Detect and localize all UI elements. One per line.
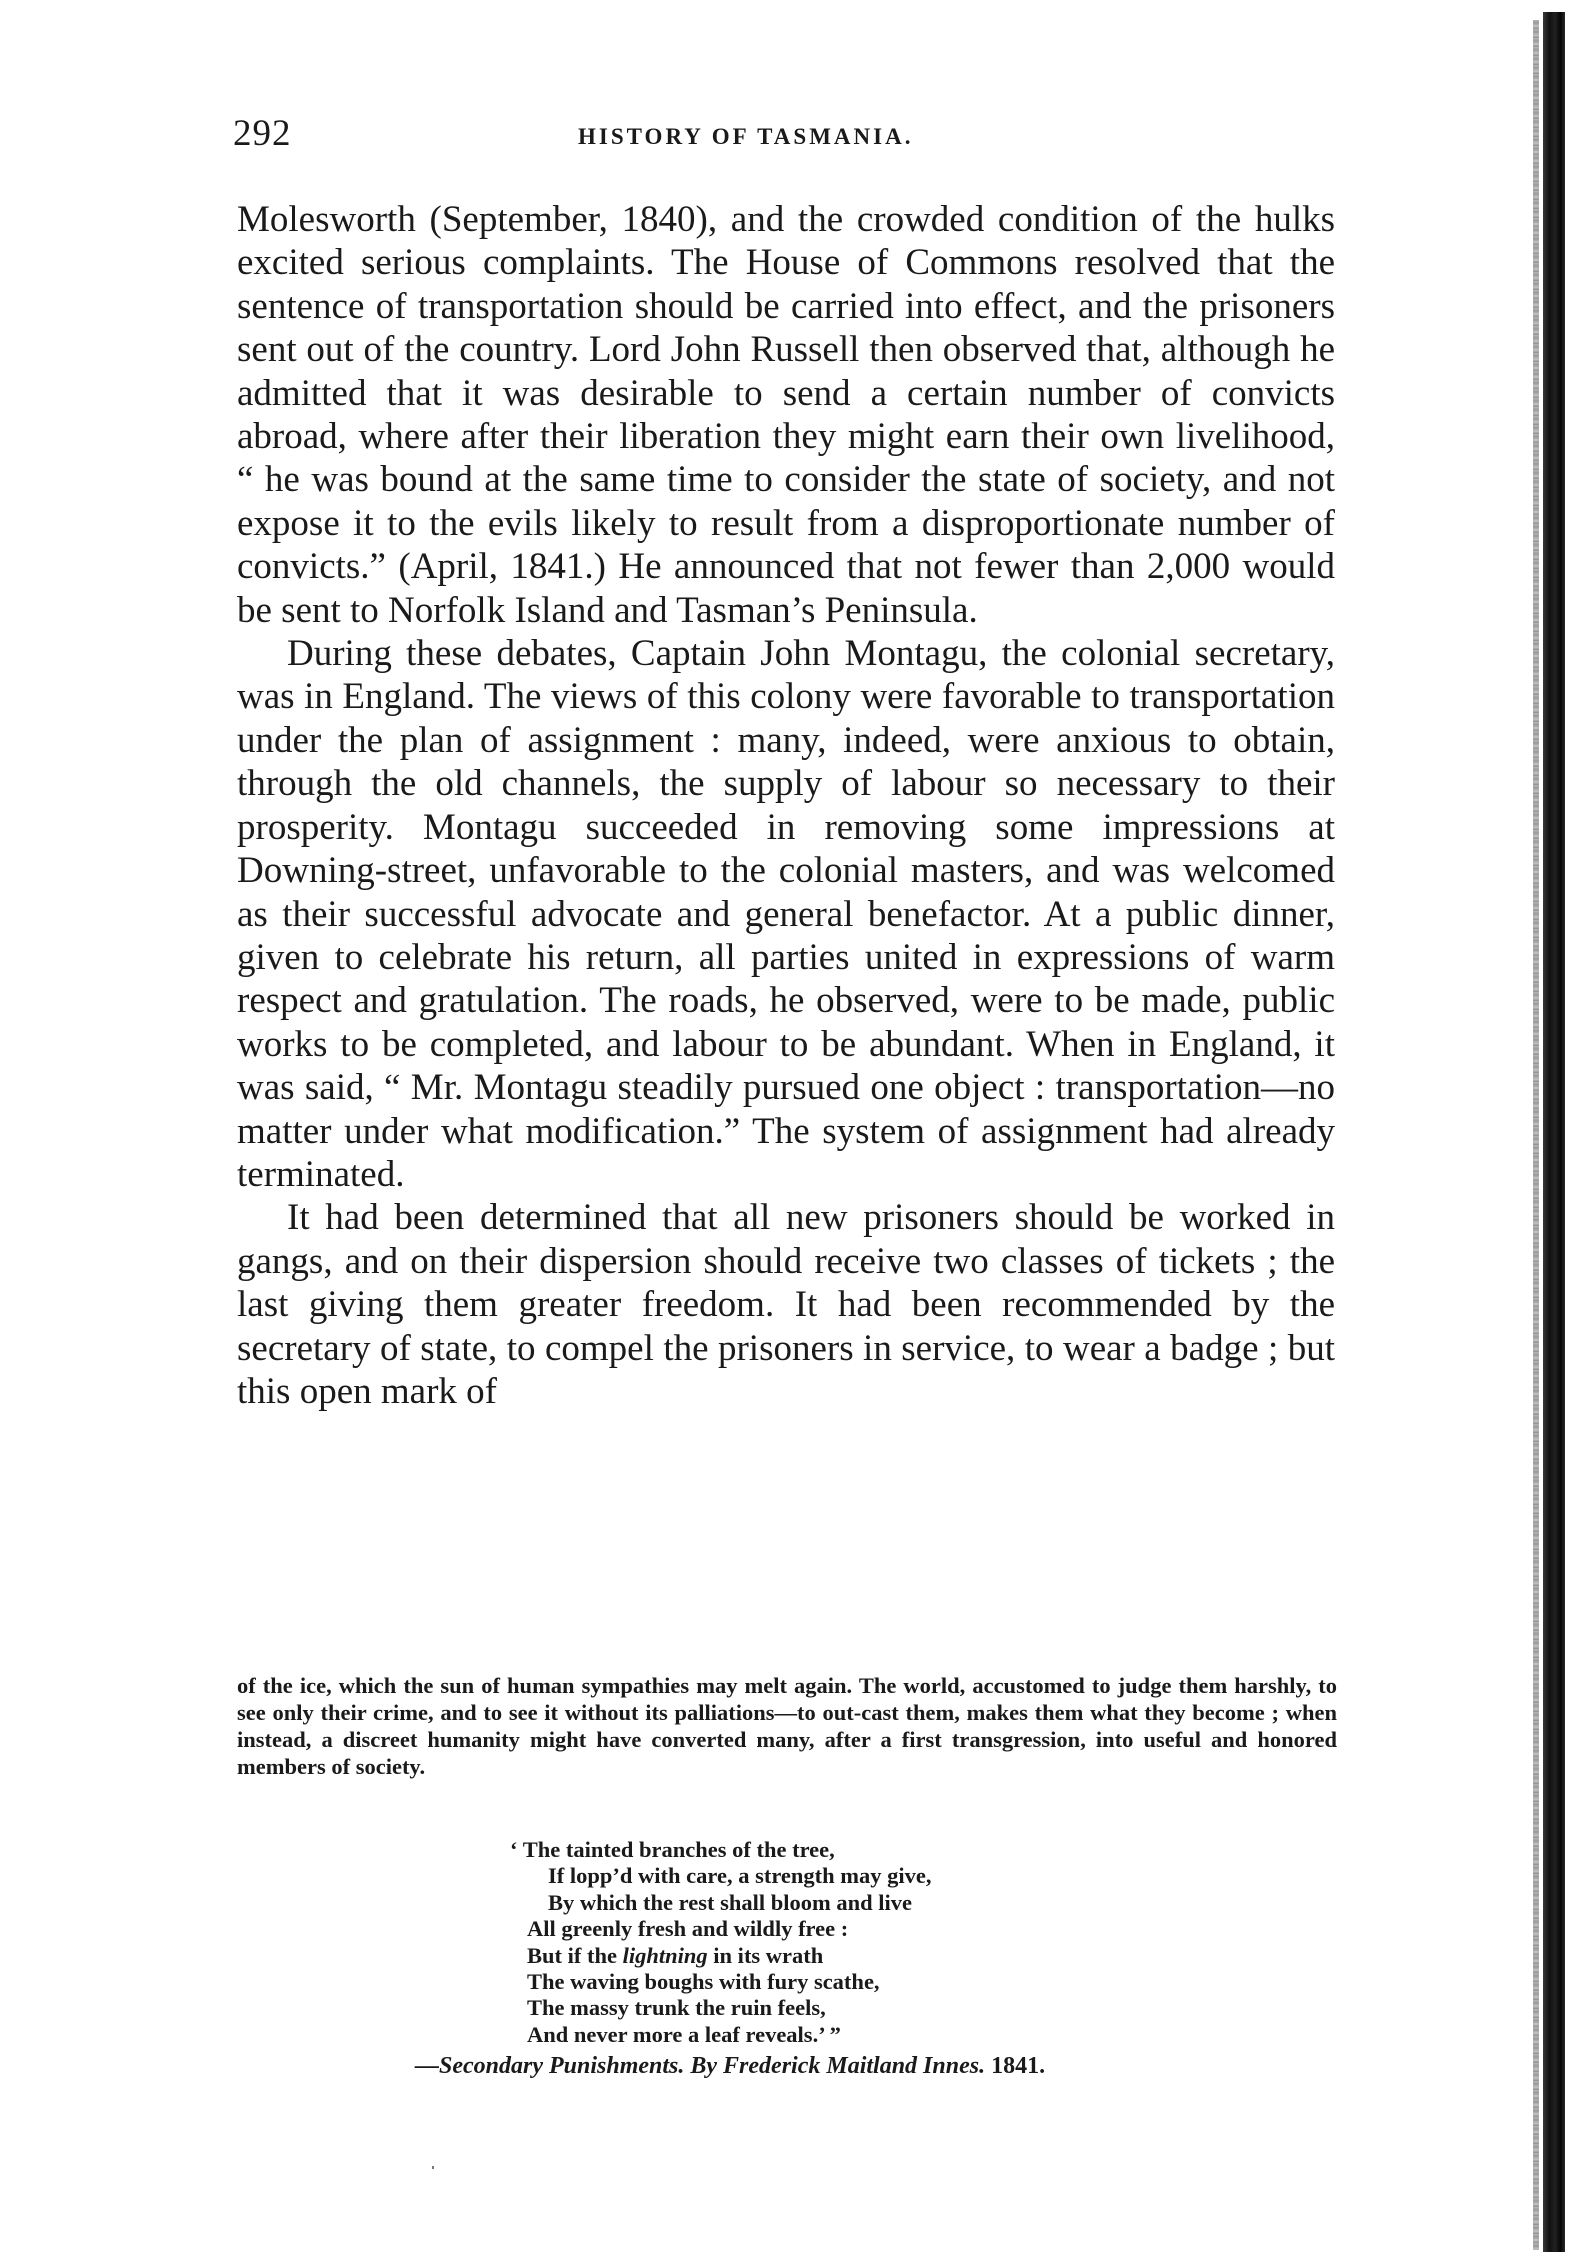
footnote-text: of the ice, which the sun of human sympathies may melt again. The world, accustomed to judge them harshly, to see only their crime, and to see it without its palliations—to out-cast them, makes them what they become ; when instead, a discreet humanity might have converted many, after a first transgression, into useful and honored members of society. bbox=[237, 1673, 1337, 1779]
citation-year: 1841. bbox=[985, 2053, 1046, 2079]
poem-line-5-before: But if the bbox=[527, 1942, 623, 1968]
footnote-citation bbox=[415, 2053, 1045, 2080]
poem-line-5-after: in its wrath bbox=[707, 1942, 824, 1968]
citation-title: —Secondary Punishments. By Frederick Maitland Innes. bbox=[415, 2053, 986, 2079]
paragraph-1: Molesworth (September, 1840), and the crowded condition of the hulks excited serious complaints. The House of Commons resolved that the sentence of transportation should be carried into effect, and the prisoners sent out of the country. Lord John Russell then observed that, although he admitted that it was desirable to send a certain number of convicts abroad, where after their liberation they might earn their own livelihood, “ he was bound at the same time to consider the state of society, and not expose it to the evils likely to result from a disproportionate number of convicts.” (April, 1841.) He announced that not fewer than 2,000 would be sent to Norfolk Island and Tasman’s Peninsula. bbox=[237, 199, 1335, 631]
page-header bbox=[233, 112, 1338, 162]
page-number: 292 bbox=[233, 113, 292, 154]
footnote-poem bbox=[510, 1837, 932, 2048]
paragraph-2: During these debates, Captain John Montagu, the colonial secretary, was in England. The views of this colony were favorable to transportation under the plan of assignment : many, indeed, were anxious to obtain, through the old channels, the supply of labour so necessary to their prosperity. Montagu succeeded in removing some impressions at Downing-street, unfavorable to the colonial masters, and was welcomed as their successful advocate and general benefactor. At a public dinner, given to celebrate his return, all parties united in expressions of warm respect and gratulation. The roads, he observed, were to be made, public works to be completed, and labour to be abundant. When in England, it was said, “ Mr. Montagu steadily pursued one object : transportation—no matter under what modification.” The system of assignment had already terminated. bbox=[237, 633, 1335, 1195]
poem-line-2: If lopp’d with care, a strength may give, bbox=[548, 1863, 932, 1889]
poem-line-5 bbox=[510, 1943, 932, 1969]
poem-line-8: And never more a leaf reveals.’ ” bbox=[527, 2021, 841, 2047]
poem-line-5-italic: lightning bbox=[622, 1942, 708, 1968]
poem-line-1: ‘ The tainted branches of the tree, bbox=[510, 1837, 835, 1862]
poem-line-6: The waving boughs with fury scathe, bbox=[527, 1969, 880, 1995]
main-text bbox=[237, 198, 1335, 1413]
footnote bbox=[237, 1672, 1337, 1780]
poem-line-7: The massy trunk the ruin feels, bbox=[527, 1995, 826, 2021]
binding-edge bbox=[1533, 20, 1539, 2250]
paper-speck bbox=[432, 2166, 434, 2169]
poem-line-3: By which the rest shall bloom and live bbox=[548, 1889, 912, 1915]
book-binding bbox=[1543, 12, 1565, 2252]
paragraph-3: It had been determined that all new prisoners should be worked in gangs, and on their dispersion should receive two classes of tickets ; the last giving them greater freedom. It had been recommended by the secretary of state, to compel the prisoners in service, to wear a badge ; but this open mark of bbox=[237, 1197, 1335, 1412]
poem-line-4: All greenly fresh and wildly free : bbox=[527, 1916, 849, 1942]
running-head: HISTORY OF TASMANIA. bbox=[578, 124, 914, 149]
